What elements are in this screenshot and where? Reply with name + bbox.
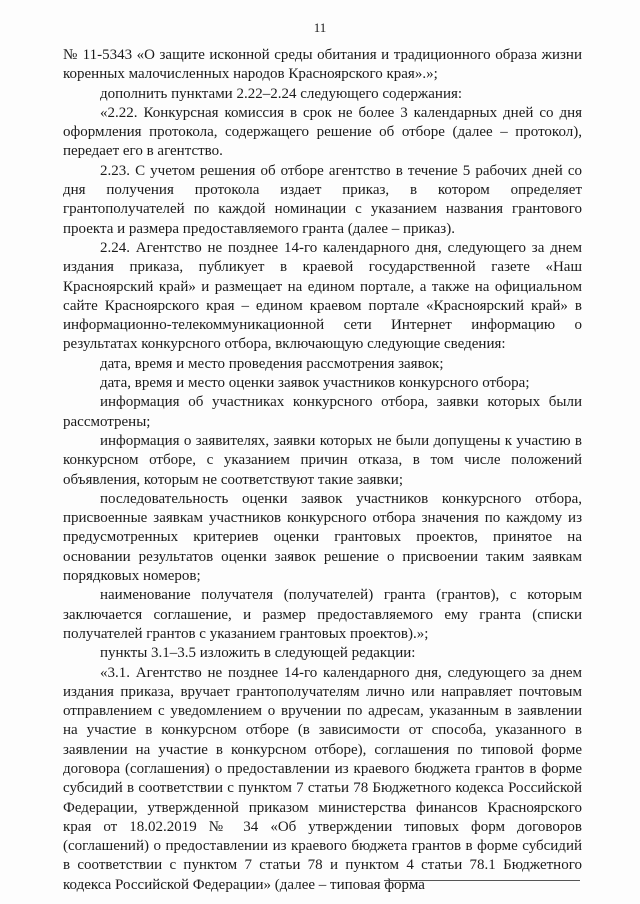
- paragraph: № 11-5343 «О защите исконной среды обитания и традиционного образа жизни коренных малочисленных народов Красноярского края».»;: [63, 47, 582, 83]
- document-body: [63, 46, 582, 895]
- paragraph: дополнить пунктами 2.22–2.24 следующего содержания:: [100, 85, 463, 102]
- paragraph: информация о заявителях, заявки которых не были допущены к участию в конкурсном отборе, с указанием причин отказа, в том числе положений объявления, которым не соответствуют такие заявки;: [63, 432, 582, 488]
- paragraph: дата, время и место проведения рассмотрения заявок;: [100, 355, 444, 372]
- paragraph: информация об участниках конкурсного отбора, заявки которых были рассмотрены;: [63, 394, 582, 430]
- paragraph: наименование получателя (получателей) гранта (грантов), с которым заключается соглашение, и размер предоставляемого ему гранта (списки получателей грантов с указанием грантовых проектов).»;: [63, 587, 582, 642]
- footer-rule: [384, 880, 580, 881]
- paragraph: дата, время и место оценки заявок участников конкурсного отбора;: [100, 375, 530, 392]
- paragraph: пункты 3.1–3.5 изложить в следующей редакции:: [100, 645, 416, 662]
- paragraph: «2.22. Конкурсная комиссия в срок не более 3 календарных дней со дня оформления протокола, содержащего решение об отборе (далее – протокол), передает его в агентство.: [63, 104, 582, 160]
- paragraph: «3.1. Агентство не позднее 14-го календарного дня, следующего за днем издания приказа, вручает грантополучателям лично или направляет почтовым отправлением с уведомлением о вручении по адресам, указанным в заявлении на участие в конкурсном отборе (в зависимости от способа, указанного в заявлении на участие в конкурсном отборе), соглашения по типовой форме договора (соглашения) о предоставлении из краевого бюджета грантов в форме субсидий в соответствии с пунктом 7 статьи 78 Бюджетного кодекса Российской Федерации, утвержденной приказом министерства финансов Красноярского края от 18.02.2019 № 34 «Об утверждении типовых форм договоров (соглашений) о предоставлении из краевого бюджета грантов в форме субсидий в соответствии с пунктом 7 статьи 78 и пунктом 4 статьи 78.1 Бюджетного кодекса Российской Федерации» (далее – типовая форма: [63, 664, 582, 893]
- paragraph: последовательность оценки заявок участников конкурсного отбора, присвоенные заявкам участников конкурсного отбора значения по каждому из предусмотренных критериев оценки грантовых проектов, принятое на основании результатов оценки заявок решение о присвоении таким заявкам порядковых номеров;: [63, 490, 582, 585]
- paragraph: 2.24. Агентство не позднее 14-го календарного дня, следующего за днем издания приказа, публикует в краевой государственной газете «Наш Красноярский край» и размещает на едином портале, а также на официальном сайте Красноярского края – едином краевом портале «Красноярский край» в информационно-телекоммуникационной сети Интернет информацию о результатах конкурсного отбора, включающую следующие сведения:: [63, 239, 582, 353]
- paragraph: 2.23. С учетом решения об отборе агентство в течение 5 рабочих дней со дня получения протокола издает приказ, в котором определяет грантополучателей по каждой номинации с указанием названия грантового проекта и размера предоставляемого гранта (далее – приказ).: [63, 162, 582, 237]
- page-number: 11: [313, 20, 327, 35]
